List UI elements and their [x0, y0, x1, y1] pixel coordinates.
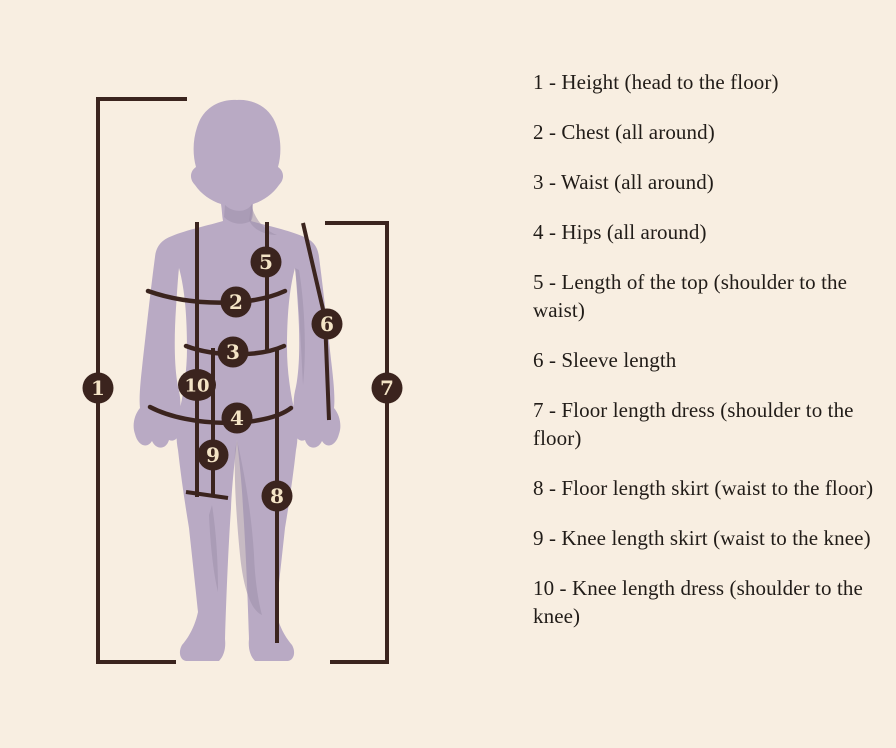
marker-badge-7	[372, 373, 403, 404]
legend-item-floor-skirt: 8 - Floor length skirt (waist to the floor)	[533, 476, 874, 500]
marker-number-2: 2	[229, 290, 243, 314]
legend-item-chest: 2 - Chest (all around)	[533, 120, 715, 144]
legend-item-sleeve-length: 6 - Sleeve length	[533, 348, 677, 372]
legend-item-top-length: 5 - Length of the top (shoulder to the waist)	[533, 270, 848, 322]
marker-badge-6	[312, 309, 343, 340]
marker-badge-2	[221, 287, 252, 318]
marker-badge-3	[218, 337, 249, 368]
marker-number-1: 1	[91, 376, 105, 400]
legend-item-floor-dress: 7 - Floor length dress (shoulder to the floor)	[533, 398, 854, 450]
marker-number-10: 10	[184, 375, 210, 397]
marker-badge-4	[222, 403, 253, 434]
marker-badge-1	[83, 373, 114, 404]
marker-number-3: 3	[226, 340, 240, 364]
marker-badge-8	[262, 481, 293, 512]
child-silhouette	[134, 100, 341, 661]
marker-number-8: 8	[270, 484, 284, 508]
marker-badge-10	[178, 369, 216, 401]
marker-badge-9	[198, 440, 229, 471]
marker-number-7: 7	[380, 376, 394, 400]
marker-number-6: 6	[320, 312, 334, 336]
marker-badge-5	[251, 247, 282, 278]
legend-item-knee-skirt: 9 - Knee length skirt (waist to the knee)	[533, 526, 871, 550]
legend	[533, 68, 885, 652]
marker-number-5: 5	[259, 250, 273, 274]
legend-item-height: 1 - Height (head to the floor)	[533, 70, 779, 94]
legend-item-waist: 3 - Waist (all around)	[533, 170, 714, 194]
legend-item-knee-dress: 10 - Knee length dress (shoulder to the knee)	[533, 576, 863, 628]
marker-number-4: 4	[230, 406, 244, 430]
legend-item-hips: 4 - Hips (all around)	[533, 220, 707, 244]
marker-number-9: 9	[206, 443, 220, 467]
